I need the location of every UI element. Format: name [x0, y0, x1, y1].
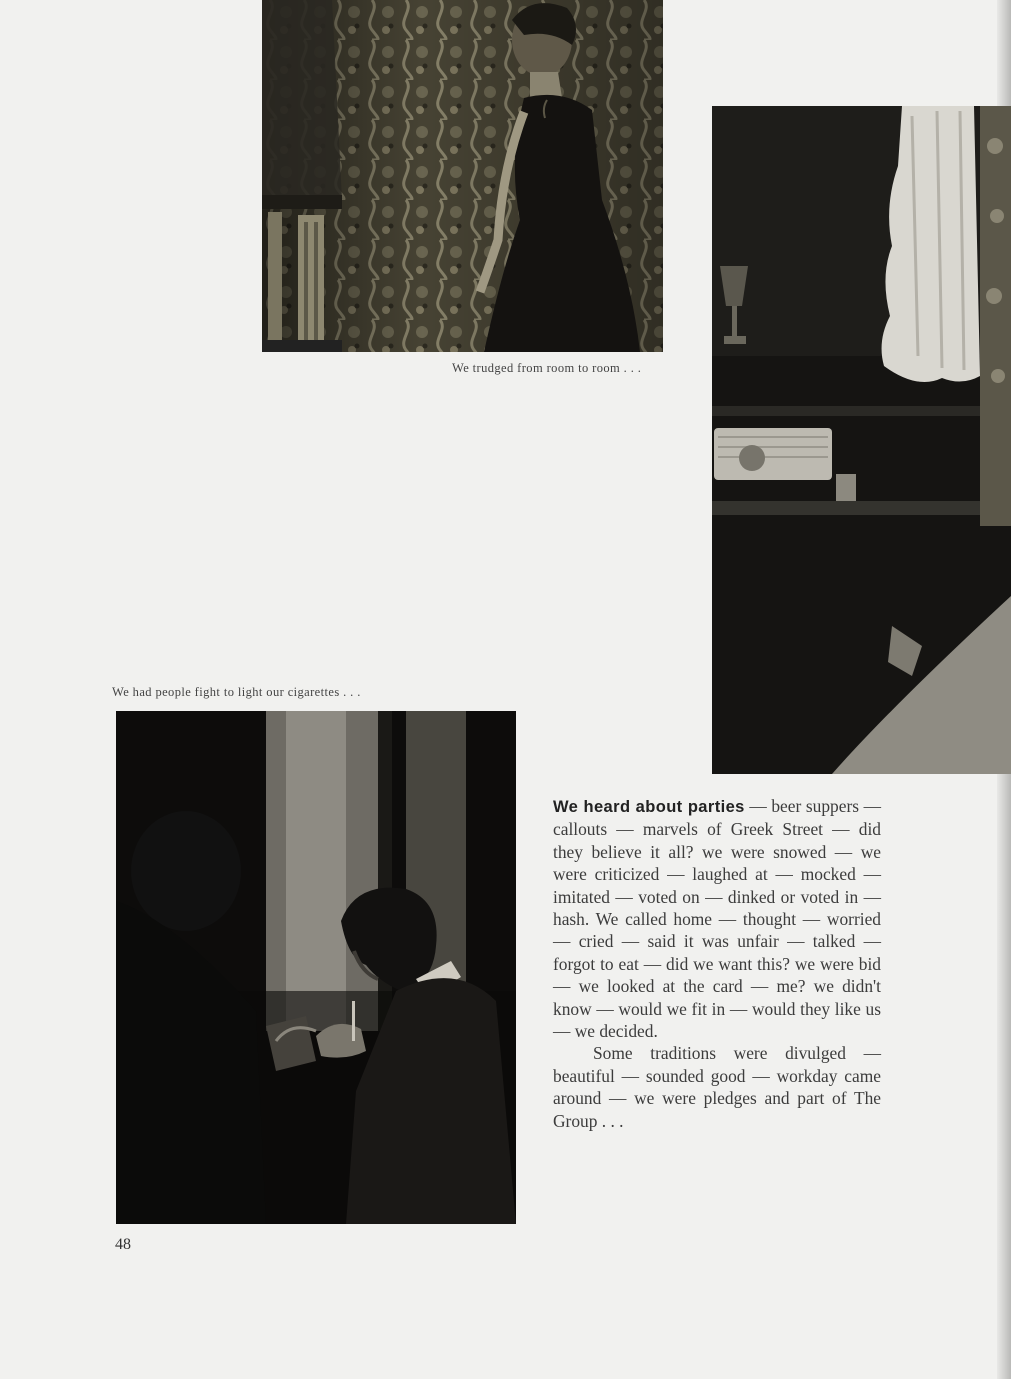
story-text [553, 795, 881, 1132]
photo-man-lighting-cigarette [116, 711, 516, 1224]
story-paragraph-1 [553, 795, 881, 1042]
story-paragraph-1-body: — beer suppers — callouts — marvels of Greek Street — did they believe it all? we were snowed — we were criticized — laughed at — mocked — imitated — voted on — dinked or voted in — hash. We called home — thought — worried — cried — said it was unfair — talked — forgot to eat — did we want this? we were bid — we looked at the card — me? we didn't know — would we fit in — would they like us — we decided. [553, 796, 881, 1042]
photo-bedroom-radio [712, 106, 1011, 774]
photo-caption-lighter: We had people fight to light our cigarettes . . . [112, 685, 361, 699]
story-paragraph-2: Some traditions were divulged — beautiful — sounded good — workday came around — we were pledges and part of The Group . . . [553, 1043, 881, 1131]
page-number: 48 [115, 1236, 131, 1253]
photo-woman-staircase [262, 0, 663, 352]
story-lead-in: We heard about parties [553, 798, 745, 816]
photo-caption-staircase: We trudged from room to room . . . [452, 361, 642, 375]
